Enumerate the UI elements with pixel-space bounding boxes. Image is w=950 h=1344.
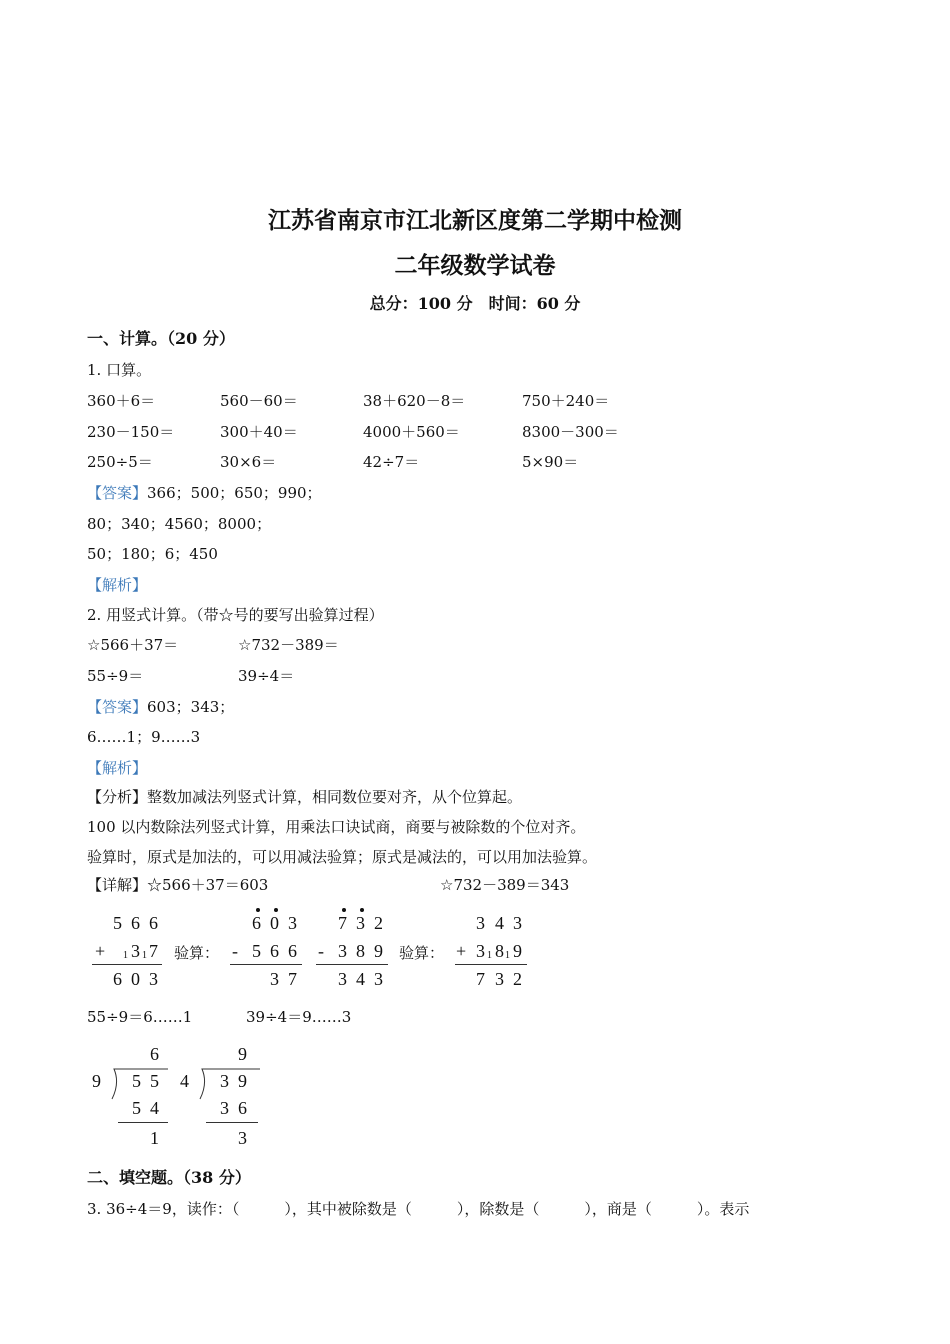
q2-item: 39÷4＝: [238, 667, 295, 685]
digit: 6: [131, 913, 140, 933]
borrow-dot: [274, 908, 278, 912]
operator: -: [232, 941, 238, 961]
analysis-line: 【分析】整数加减法列竖式计算，相同数位要对齐，从个位算起。: [87, 788, 523, 806]
q1-answer-line: 80；340；4560；8000；: [87, 515, 272, 533]
carry: 1: [487, 950, 492, 961]
digit: 3: [513, 913, 522, 933]
digit: 2: [513, 969, 522, 989]
q2-label: 2. 用竖式计算。（带☆号的要写出验算过程）: [87, 606, 384, 624]
exam-title-line2: 二年级数学试卷: [394, 252, 556, 279]
q2-item: ☆566＋37＝: [87, 636, 179, 654]
digit: 6: [149, 913, 158, 933]
digit: 3: [131, 941, 140, 961]
divisor: 4: [180, 1071, 189, 1091]
quotient: 6: [150, 1044, 159, 1064]
answer-text: 366；500；650；990；: [147, 484, 322, 502]
digit: 3: [495, 969, 504, 989]
q1-cell: 300＋40＝: [220, 423, 298, 441]
digit: 3: [270, 969, 279, 989]
digit: 7: [338, 913, 347, 933]
q1-cell: 560－60＝: [220, 392, 298, 410]
div-line-left: 55÷9＝6……1: [87, 1008, 193, 1026]
digit: 5: [132, 1098, 141, 1118]
borrow-dot: [342, 908, 346, 912]
digit: 6: [288, 941, 297, 961]
digit: 3: [338, 969, 347, 989]
rule: [118, 1122, 168, 1123]
remainder: 3: [238, 1128, 247, 1148]
digit: 3: [338, 941, 347, 961]
digit: 3: [149, 969, 158, 989]
digit: 3: [356, 913, 365, 933]
analysis-line: 100 以内数除法列竖式计算，用乘法口诀试商，商要与被除数的个位对齐。: [87, 818, 586, 836]
q2-item: ☆732－389＝: [238, 636, 339, 654]
operator: +: [456, 941, 467, 961]
q1-cell: 230－150＝: [87, 423, 175, 441]
detail-left: 【详解】☆566＋37＝603: [87, 876, 269, 894]
score-time: 总分：100 分 时间：60 分: [369, 294, 581, 313]
q2-answer: [87, 696, 234, 717]
digit: 2: [374, 913, 383, 933]
q2-answer-line: 6……1；9……3: [87, 728, 201, 746]
q3-text: 3. 36÷4＝9，读作：（ ），其中被除数是（ ），除数是（ ），商是（ ）。表示: [87, 1200, 750, 1218]
operator: +: [95, 941, 106, 961]
check-label: 验算：: [174, 944, 220, 962]
q2-analysis-tag: 【解析】: [87, 759, 148, 777]
q1-cell: 42÷7＝: [363, 453, 420, 471]
digit: 5: [132, 1071, 141, 1091]
operator: -: [318, 941, 324, 961]
digit: 5: [150, 1071, 159, 1091]
digit: 4: [356, 969, 365, 989]
section1-heading: 一、计算。（20 分）: [87, 329, 235, 348]
digit: 0: [131, 969, 140, 989]
q1-cell: 30×6＝: [220, 453, 277, 471]
digit: 9: [238, 1071, 247, 1091]
digit: 9: [513, 941, 522, 961]
divisor: 9: [92, 1071, 101, 1091]
div-line-right: 39÷4＝9……3: [246, 1008, 352, 1026]
digit: 4: [495, 913, 504, 933]
borrow-dot: [256, 908, 260, 912]
digit: 6: [252, 913, 261, 933]
digit: 7: [149, 941, 158, 961]
digit: 3: [374, 969, 383, 989]
q1-cell: 250÷5＝: [87, 453, 153, 471]
rule: [206, 1122, 258, 1123]
digit: 5: [252, 941, 261, 961]
exam-title-line1: 江苏省南京市江北新区度第二学期中检测: [268, 207, 682, 234]
digit: 5: [113, 913, 122, 933]
quotient: 9: [238, 1044, 247, 1064]
digit: 6: [238, 1098, 247, 1118]
digit: 7: [288, 969, 297, 989]
answer-tag: 【答案】: [87, 698, 148, 716]
check-label: 验算：: [399, 944, 445, 962]
digit: 3: [220, 1071, 229, 1091]
q1-answer-line: 50；180；6；450: [87, 545, 218, 563]
rule: [316, 964, 388, 965]
digit: 8: [495, 941, 504, 961]
q1-cell: 750＋240＝: [522, 392, 610, 410]
digit: 9: [374, 941, 383, 961]
digit: 3: [288, 913, 297, 933]
detail-right: ☆732－389＝343: [440, 876, 570, 894]
q1-cell: 5×90＝: [522, 453, 579, 471]
q1-cell: 4000＋560＝: [363, 423, 460, 441]
carry: 1: [505, 950, 510, 961]
carry: 1: [123, 950, 128, 961]
rule: [92, 964, 162, 965]
borrow-dot: [360, 908, 364, 912]
q2-item: 55÷9＝: [87, 667, 144, 685]
digit: 6: [113, 969, 122, 989]
section2-heading: 二、填空题。（38 分）: [87, 1168, 251, 1187]
q1-label: 1. 口算。: [87, 361, 152, 379]
remainder: 1: [150, 1128, 159, 1148]
digit: 3: [476, 941, 485, 961]
digit: 8: [356, 941, 365, 961]
q1-cell: 8300－300＝: [522, 423, 619, 441]
digit: 3: [476, 913, 485, 933]
q1-cell: 38＋620－8＝: [363, 392, 466, 410]
carry: 1: [142, 950, 147, 961]
digit: 0: [270, 913, 279, 933]
analysis-line: 验算时，原式是加法的，可以用减法验算；原式是减法的，可以用加法验算。: [87, 848, 598, 866]
division-bracket: [198, 1067, 262, 1101]
q1-cell: 360＋6＝: [87, 392, 156, 410]
digit: 4: [150, 1098, 159, 1118]
q1-analysis-tag: 【解析】: [87, 576, 148, 594]
answer-text: 603；343；: [147, 698, 235, 716]
digit: 7: [476, 969, 485, 989]
rule: [455, 964, 527, 965]
q1-answer: [87, 482, 322, 503]
rule: [230, 964, 302, 965]
digit: 3: [220, 1098, 229, 1118]
digit: 6: [270, 941, 279, 961]
answer-tag: 【答案】: [87, 484, 148, 502]
